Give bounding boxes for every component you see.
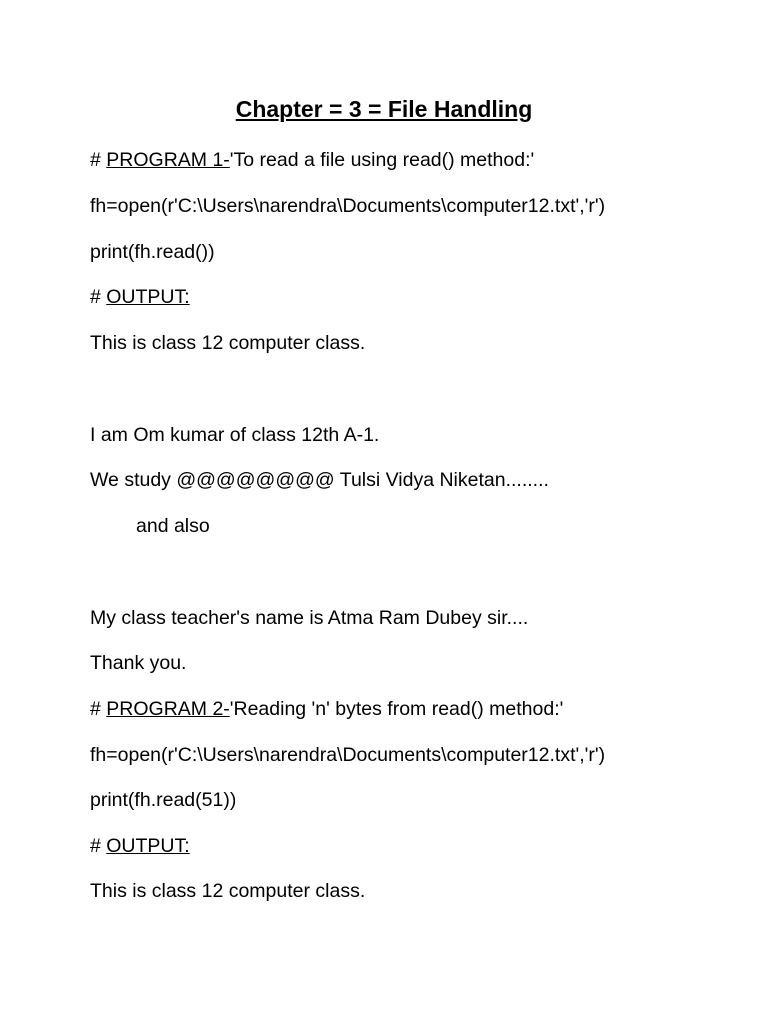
program-1-description: 'To read a file using read() method:' xyxy=(229,149,535,171)
output-text-line: This is class 12 computer class. xyxy=(90,880,366,902)
hash-prefix: # xyxy=(90,149,107,171)
code-line-print-read-51: print(fh.read(51)) xyxy=(90,789,237,811)
output-text-line: Thank you. xyxy=(90,652,187,674)
hash-prefix: # xyxy=(90,835,107,857)
program-1-heading: PROGRAM 1- xyxy=(106,149,230,171)
program-2-line xyxy=(90,696,563,722)
program-2-description: 'Reading 'n' bytes from read() method:' xyxy=(229,698,564,720)
output-text-line: My class teacher's name is Atma Ram Dubey sir.... xyxy=(90,607,529,629)
output-2-line xyxy=(90,833,190,859)
output-1-heading: OUTPUT: xyxy=(106,286,190,308)
program-1-line xyxy=(90,147,534,173)
page-title: Chapter = 3 = File Handling xyxy=(235,96,533,122)
code-line-print-read: print(fh.read()) xyxy=(90,241,215,263)
output-1-line xyxy=(90,284,190,310)
output-2-heading: OUTPUT: xyxy=(106,835,190,857)
code-line-open-file: fh=open(r'C:\Users\narendra\Documents\computer12.txt','r') xyxy=(90,744,606,766)
output-text-line: This is class 12 computer class. xyxy=(90,332,366,354)
output-text-line: We study @@@@@@@@ Tulsi Vidya Niketan........ xyxy=(90,469,549,491)
hash-prefix: # xyxy=(90,698,107,720)
code-line-open-file: fh=open(r'C:\Users\narendra\Documents\computer12.txt','r') xyxy=(90,195,606,217)
hash-prefix: # xyxy=(90,286,107,308)
output-text-line: I am Om kumar of class 12th A-1. xyxy=(90,424,380,446)
output-text-line: and also xyxy=(136,515,210,537)
program-2-heading: PROGRAM 2- xyxy=(106,698,230,720)
